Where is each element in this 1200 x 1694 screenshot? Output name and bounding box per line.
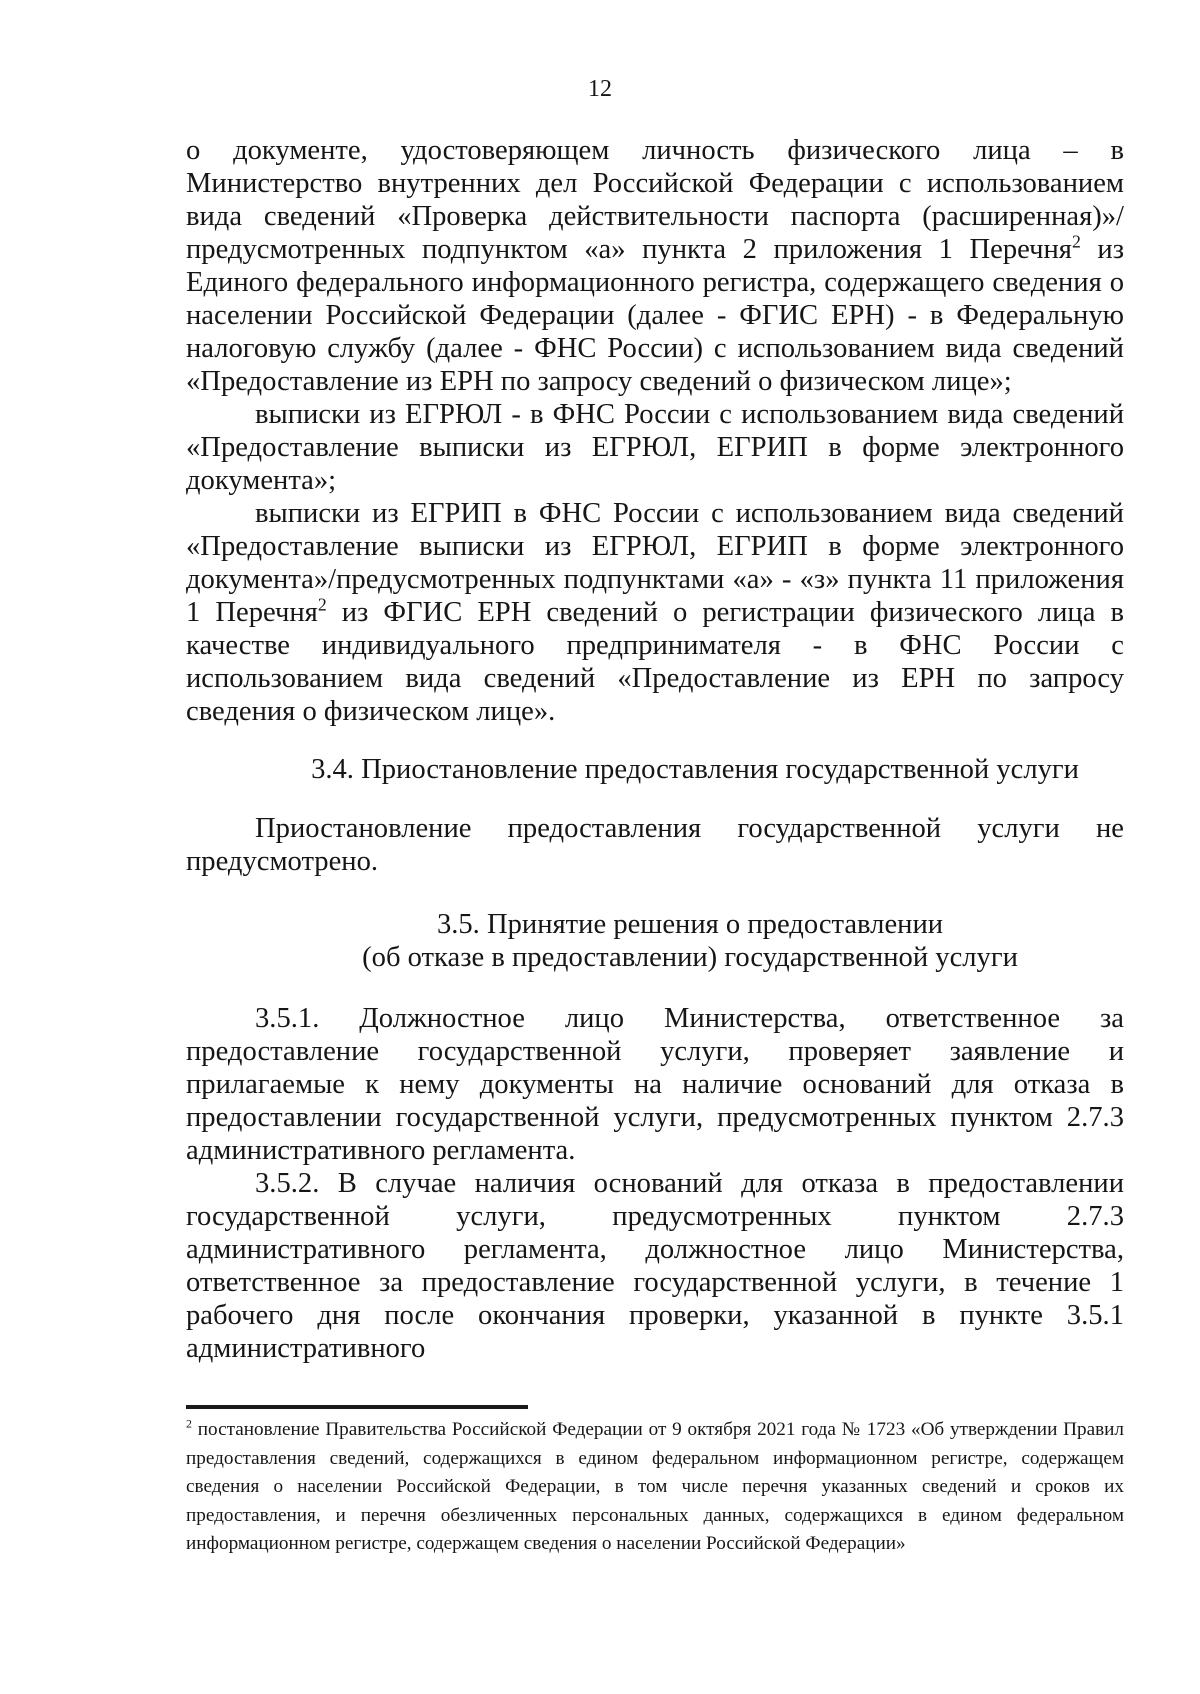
paragraph-text: из Единого федерального информационного регистра, содержащего сведения о населении Российской Федерации (далее - ФГИС ЕРН) - в Федеральную налоговую службу (далее - ФНС России) с использованием вида сведений «Предоставление из ЕРН по запросу сведений о физическом лице»; <box>186 234 1124 397</box>
paragraph-suspension: Приостановление предоставления государственной услуги не предусмотрено. <box>186 813 1124 877</box>
footnote-mark: 2 <box>186 1416 192 1431</box>
footnote <box>186 1416 1124 1559</box>
paragraph-3-5-1: 3.5.1. Должностное лицо Министерства, ответственное за предоставление государственной услуги, проверяет заявление и прилагаемые к нему документы на наличие оснований для отказа в предоставлении государственной услуги, предусмотренных пунктом 2.7.3 административного регламента. <box>186 1003 1124 1166</box>
heading-line: (об отказе в предоставлении) государственной услуги <box>362 942 1018 973</box>
section-heading-3-5 <box>186 908 1124 974</box>
paragraph-egrul-extract: выписки из ЕГРЮЛ - в ФНС России с использованием вида сведений «Предоставление выписки из ЕГРЮЛ, ЕГРИП в форме электронного документа»; <box>186 399 1124 496</box>
footnote-divider <box>186 1405 528 1409</box>
footnote-text: постановление Правительства Российской Федерации от 9 октября 2021 года № 1723 «Об утверждении Правил предоставления сведений, содержащихся в едином федеральном информационном регистре, содержащем сведения о населении Российской Федерации, в том числе перечня указанных сведений и сроков их предоставления, и перечня обезличенных персональных данных, содержащихся в едином федеральном информационном регистре, содержащем сведения о населении Российской Федерации» <box>186 1419 1124 1554</box>
document-body <box>186 134 1124 1365</box>
paragraph-text: выписки из ЕГРИП в ФНС России с использованием вида сведений «Предоставление выписки из ЕГРЮЛ, ЕГРИП в форме электронного документа»/предусмотренных подпунктами «а» - «з» пункта 11 приложения 1 Перечня <box>186 498 1124 628</box>
footnote-reference: 2 <box>317 594 327 615</box>
footnote-reference: 2 <box>1071 231 1081 252</box>
page-number: 12 <box>588 76 612 102</box>
paragraph-text: о документе, удостоверяющем личность физического лица – в Министерство внутренних дел Российской Федерации с использованием вида сведений «Проверка действительности паспорта (расширенная)»/предусмотренных подпунктом «а» пункта 2 приложения 1 Перечня <box>186 135 1124 265</box>
heading-line: 3.5. Принятие решения о предоставлении <box>436 909 944 940</box>
paragraph-3-5-2: 3.5.2. В случае наличия оснований для отказа в предоставлении государственной услуги, предусмотренных пунктом 2.7.3 административного регламента, должностное лицо Министерства, ответственное за предоставление государственной услуги, в течение 1 рабочего дня после окончания проверки, указанной в пункте 3.5.1 административного <box>186 1168 1124 1364</box>
paragraph-passport-check <box>186 134 1124 398</box>
paragraph-egrip-extract <box>186 497 1124 728</box>
paragraph-text: из ФГИС ЕРН сведений о регистрации физического лица в качестве индивидуального предпринимателя - в ФНС России с использованием вида сведений «Предоставление из ЕРН по запросу сведения о физическом лице». <box>186 597 1124 727</box>
section-heading-3-4: 3.4. Приостановление предоставления государственной услуги <box>311 754 1079 785</box>
